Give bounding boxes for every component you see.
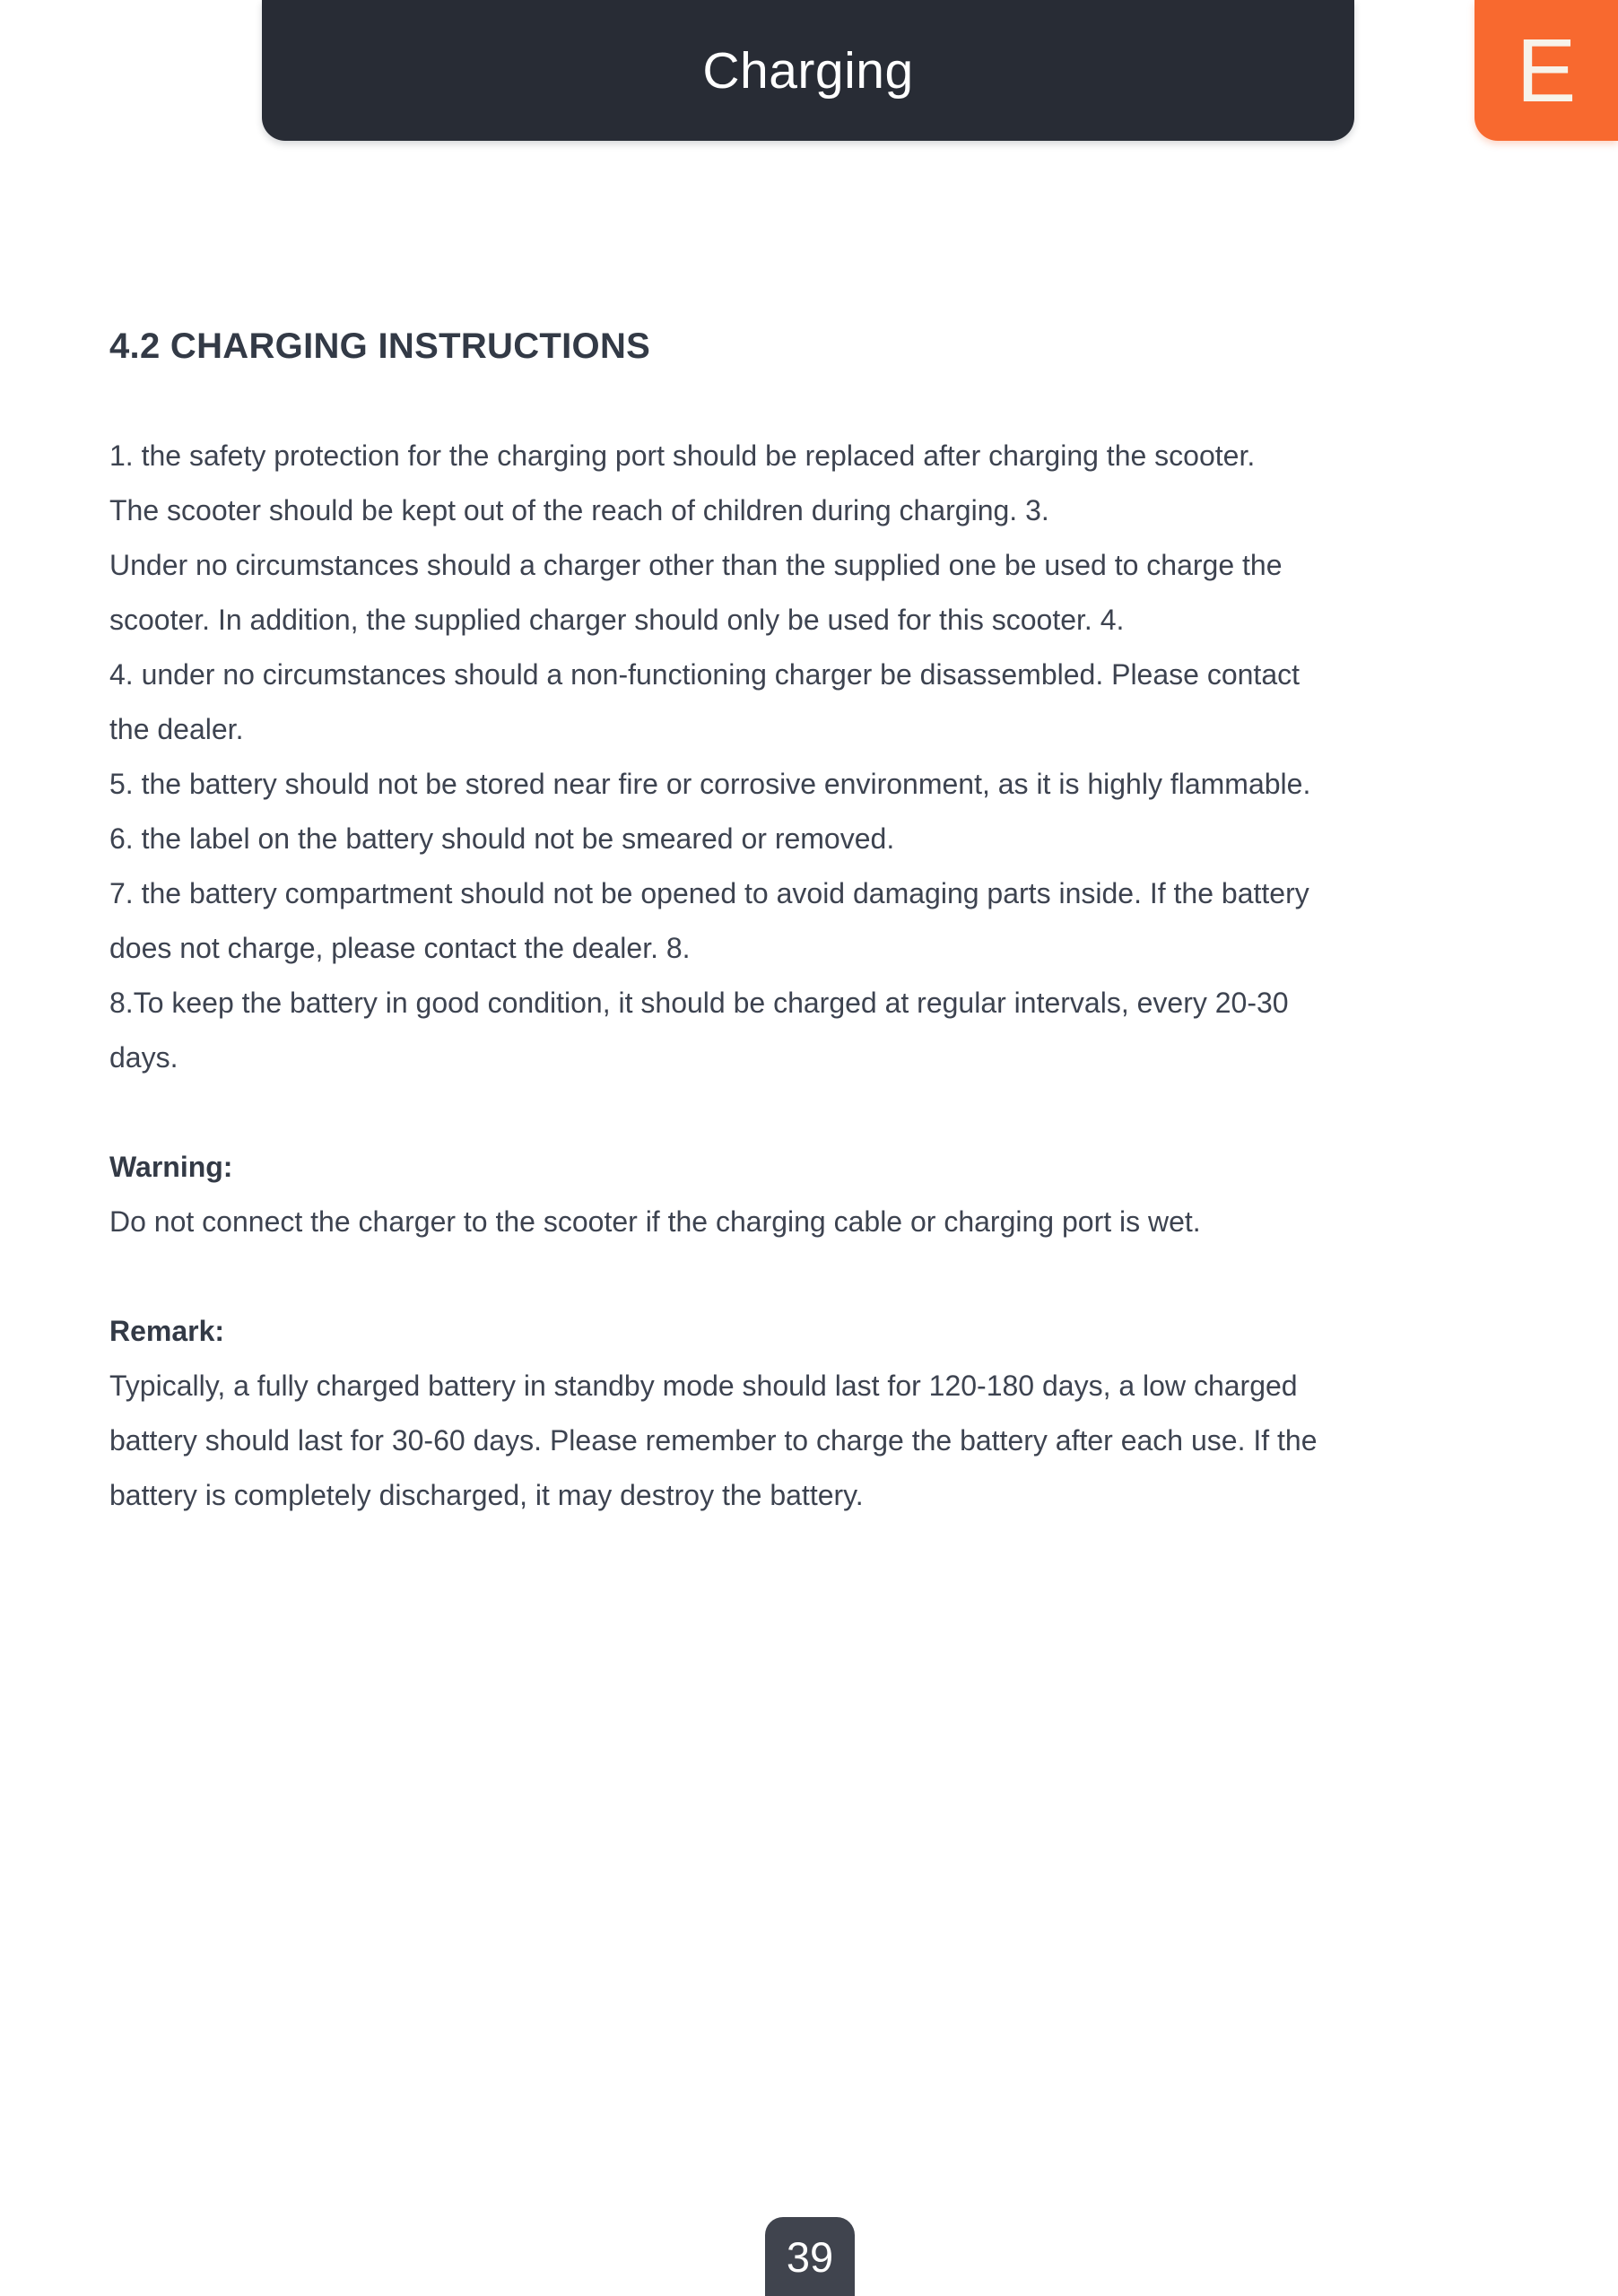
instruction-line: days.: [109, 1041, 178, 1074]
instruction-line: the dealer.: [109, 713, 244, 745]
remark-line: battery should last for 30-60 days. Please remember to charge the battery after each use. If the: [109, 1424, 1318, 1457]
page-number: 39: [786, 2232, 834, 2281]
instruction-line: 1. the safety protection for the charging port should be replaced after charging the scooter.: [109, 439, 1256, 472]
article-body: [109, 319, 1580, 1523]
section-index-tab: [1474, 0, 1618, 141]
page-title: Charging: [702, 41, 914, 100]
remark-line: Typically, a fully charged battery in standby mode should last for 120-180 days, a low charged: [109, 1370, 1298, 1402]
instruction-line: The scooter should be kept out of the reach of children during charging. 3.: [109, 494, 1049, 526]
instruction-line: 8.To keep the battery in good condition, it should be charged at regular intervals, every 20-30: [109, 987, 1289, 1019]
remark-label: Remark:: [109, 1315, 225, 1347]
instruction-line: 5. the battery should not be stored near fire or corrosive environment, as it is highly flammable.: [109, 768, 1311, 800]
warning-label: Warning:: [109, 1151, 233, 1183]
warning-text: Do not connect the charger to the scooter if the charging cable or charging port is wet.: [109, 1205, 1201, 1238]
instruction-line: 7. the battery compartment should not be opened to avoid damaging parts inside. If the battery: [109, 877, 1309, 909]
section-heading: 4.2 CHARGING INSTRUCTIONS: [109, 326, 651, 366]
remark-line: battery is completely discharged, it may destroy the battery.: [109, 1479, 864, 1511]
section-index-letter: E: [1516, 20, 1577, 121]
instruction-line: 4. under no circumstances should a non-functioning charger be disassembled. Please contact: [109, 658, 1300, 691]
page-number-badge: [765, 2217, 855, 2296]
page-header-tab: [262, 0, 1354, 141]
instruction-line: Under no circumstances should a charger other than the supplied one be used to charge the: [109, 549, 1283, 581]
instruction-line: 6. the label on the battery should not be smeared or removed.: [109, 822, 895, 855]
instruction-line: does not charge, please contact the dealer. 8.: [109, 932, 691, 964]
instruction-line: scooter. In addition, the supplied charger should only be used for this scooter. 4.: [109, 604, 1125, 636]
